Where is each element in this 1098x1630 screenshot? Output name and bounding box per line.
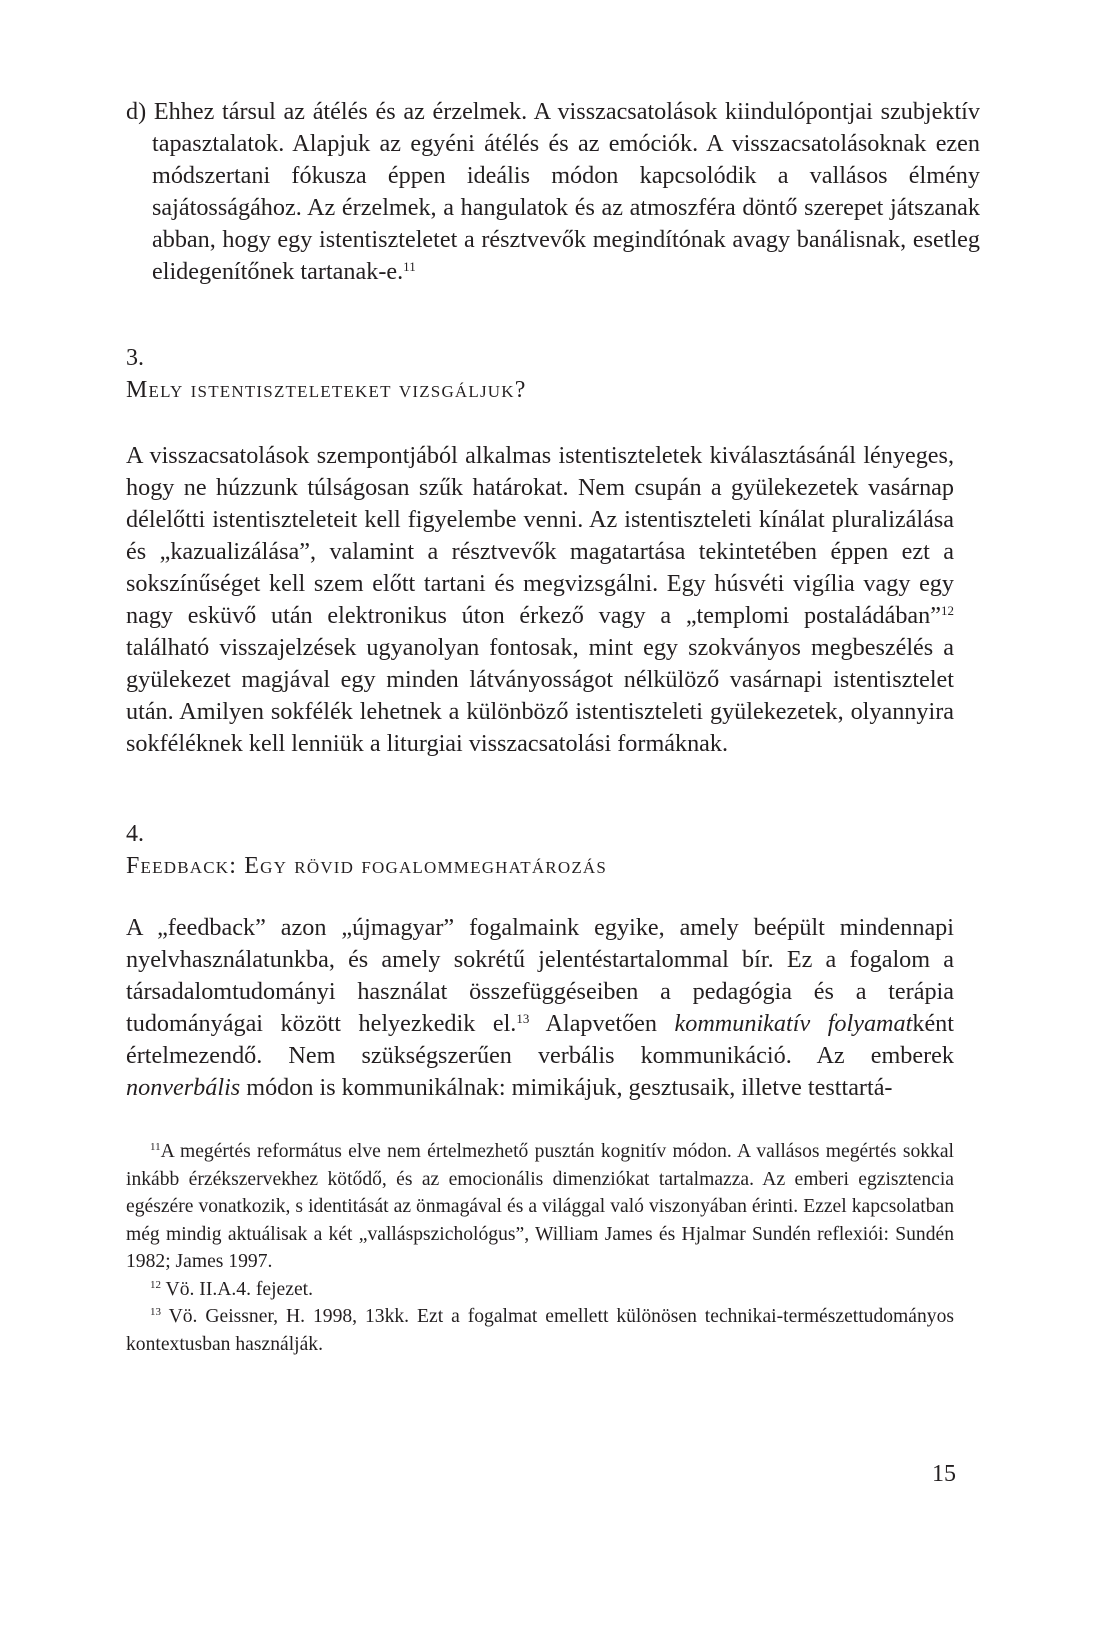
section-title: Feedback: Egy rövid fogalommeghatározás [126, 853, 608, 879]
paragraph-text: Alapvetően [529, 1010, 675, 1037]
italic-term: nonverbális [126, 1074, 241, 1101]
section-title: Mely istentiszteleteket vizsgáljuk? [126, 377, 527, 403]
list-item-label: d) [126, 98, 147, 125]
list-item-text: Ehhez társul az átélés és az érzelmek. A visszacsatolások kiindulópontjai szubjektív tapasztalatok. Alapjuk az egyéni átélés és az emóciók. A visszacsatolásoknak ezen módszertani fókusza éppen ideális módon kapcsolódik a vallásos élmény sajátosságához. Az érzelmek, a hangulatok és az atmoszféra döntő szerepet játszanak abban, hogy egy istentiszteletet a résztvevők megindítónak avagy banálisnak, esetleg elidegenítőnek tartanak-e. [152, 98, 980, 285]
paragraph-text: ként értelmezendő. Nem szükségszerűen verbális kommunikáció. Az emberek [126, 1010, 954, 1069]
footnote-ref-11[interactable]: 11 [403, 258, 416, 274]
footnote-text: Vö. Geissner, H. 1998, 13kk. Ezt a fogalmat emellett különösen technikai-természettudományos kontextusban használják. [126, 1306, 955, 1355]
footnote-12 [126, 1276, 954, 1304]
paragraph-feedback-definition [126, 912, 954, 1104]
section-heading-4 [126, 818, 954, 882]
footnote-ref-12[interactable]: 12 [941, 602, 954, 618]
section-number: 3. [126, 345, 144, 371]
paragraph-text: található visszajelzések ugyanolyan fontosak, mint egy szokványos megbeszélés a gyülekezet magjával egy minden látványosságot nélkülöző vasárnapi istentisztelet után. Amilyen sokfélék lehetnek a különböző istentiszteleti gyülekezetek, olyannyira sokféléknek kell lenniük a liturgiai visszacsatolási formáknak. [126, 634, 954, 757]
page-number: 15 [932, 1461, 956, 1487]
section-heading-3 [126, 342, 954, 406]
italic-term: kommunikatív folyamat [674, 1010, 913, 1037]
footnote-text: A megértés református elve nem értelmezhető pusztán kognitív módon. A vallásos megértés sokkal inkább érzékszervekhez kötődő, és az emocionális dimenziókat tartalmazza. Az emberi egzisztencia egészére vonatkozik, s identitását az önmagával és a világgal való viszonyában érinti. Ezzel kapcsolatban még mindig aktuálisak a két „valláspszichológus”, William James és Hjalmar Sundén reflexiói: Sundén 1982; James 1997. [126, 1141, 954, 1272]
paragraph-selection-of-services [126, 440, 954, 760]
section-number: 4. [126, 821, 144, 847]
footnote-number: 13 [150, 1306, 161, 1319]
footnote-number: 12 [150, 1278, 161, 1291]
footnote-text: Vö. II.A.4. fejezet. [165, 1278, 313, 1300]
footnote-13 [126, 1303, 954, 1358]
paragraph-text: A visszacsatolások szempontjából alkalmas istentiszteletek kiválasztásánál lényeges, hogy ne húzzunk túlságosan szűk határokat. Nem csupán a gyülekezetek vasárnap délelőtti istentiszteleteit kell figyelembe venni. Az istentiszteleti kínálat pluralizálása és „kazualizálása”, valamint a résztvevők magatartása tekintetében éppen ezt a sokszínűséget kell szem előtt tartani és megvizsgálni. Egy húsvéti vigília vagy egy nagy esküvő után elektronikus úton érkező vagy a „templomi postaládában” [126, 442, 954, 629]
list-item-d [126, 96, 980, 288]
footnote-number: 11 [150, 1141, 161, 1154]
footnote-11 [126, 1138, 954, 1276]
footnote-ref-13[interactable]: 13 [516, 1010, 530, 1026]
footnotes [126, 1138, 954, 1358]
paragraph-text: A „feedback” azon „újmagyar” fogalmaink egyike, amely beépült mindennapi nyelvhasználatunkba, és amely sokrétű jelentéstartalommal bír. Ez a fogalom a társadalomtudományi használat összefüggéseiben a pedagógia és a terápia tudományágai között helyezkedik el. [126, 914, 954, 1037]
paragraph-text: módon is kommunikálnak: mimikájuk, gesztusaik, illetve testtartá- [240, 1074, 893, 1101]
